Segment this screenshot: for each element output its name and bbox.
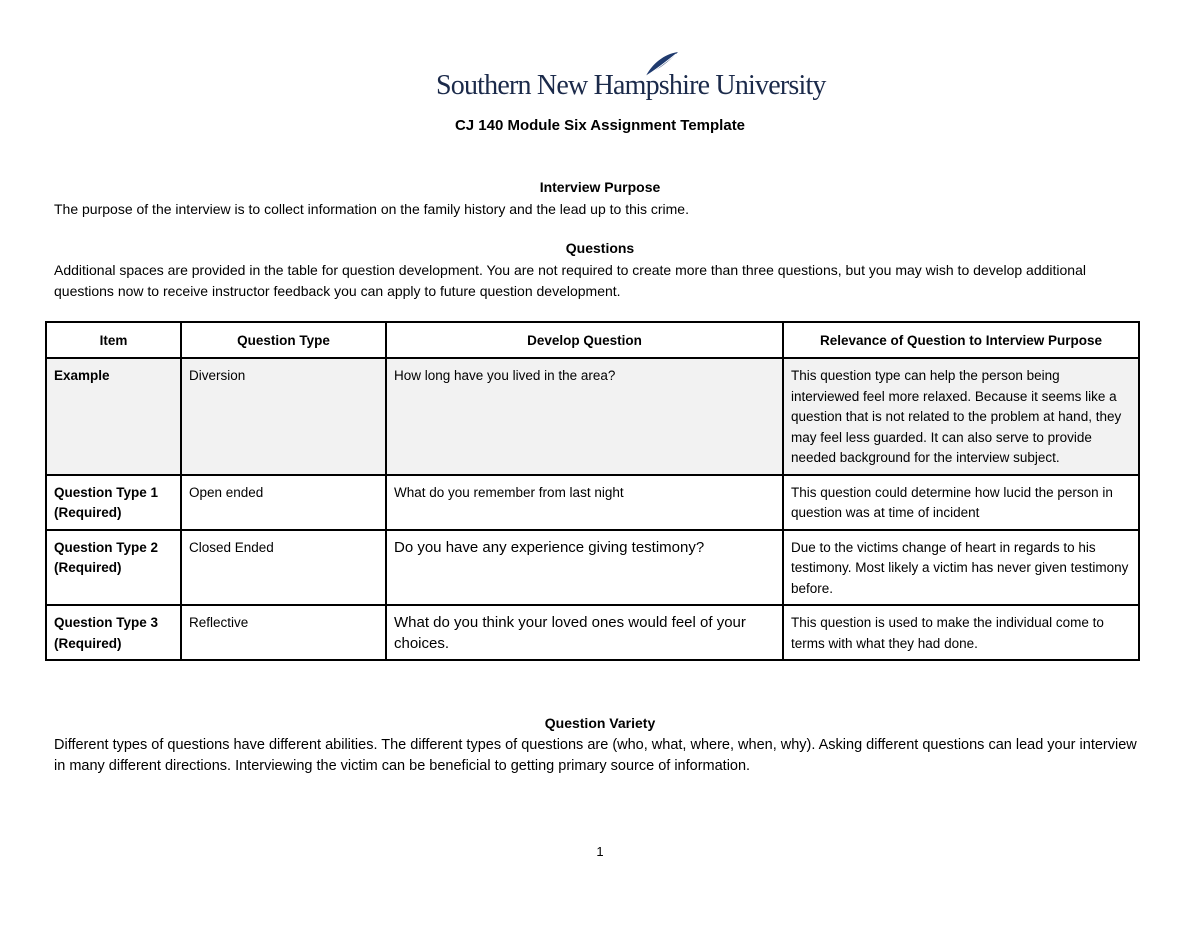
table-row-question-3 [46,605,1139,660]
purpose-heading: Interview Purpose [539,179,661,195]
document-title: CJ 140 Module Six Assignment Template [454,117,746,134]
header-develop-question: Develop Question [386,322,783,358]
row-relevance: This question is used to make the individual come to terms with what they had done. [783,605,1139,660]
questions-text: Additional spaces are provided in the table for question development. You are not required to create more than three questions, but you may wish to develop additional questions now to receive instructor feedback you can apply to future question development. [54,262,1086,299]
variety-heading: Question Variety [544,715,656,731]
row-question: What do you remember from last night [386,475,783,530]
header-item: Item [46,322,181,358]
row-relevance: This question could determine how lucid the person in question was at time of incident [783,475,1139,530]
row-type: Closed Ended [181,530,386,606]
row-type: Open ended [181,475,386,530]
row-item: Question Type 1 (Required) [46,475,181,530]
university-logo [430,50,826,108]
table-row-question-2 [46,530,1139,606]
row-relevance: Due to the victims change of heart in regards to his testimony. Most likely a victim has never given testimony before. [783,530,1139,606]
purpose-text: The purpose of the interview is to collect information on the family history and the lead up to this crime. [54,201,689,217]
variety-text: Different types of questions have different abilities. The different types of questions are (who, what, where, when, why). Asking different questions can lead your interview in many different directions. Interviewing the victim can be beneficial to getting primary source of information. [54,737,1137,774]
row-item: Question Type 3 (Required) [46,605,181,660]
page-number: 1 [596,844,604,859]
row-type: Diversion [181,358,386,475]
logo-text: Southern New Hampshire University [436,70,826,101]
row-relevance: This question type can help the person being interviewed feel more relaxed. Because it seems like a question that is not related to the problem at hand, they may feel less guarded. It can also serve to provide needed background for the interview subject. [783,358,1139,475]
row-item: Question Type 2 (Required) [46,530,181,606]
header-relevance: Relevance of Question to Interview Purpose [783,322,1139,358]
table-row-example [46,358,1139,475]
questions-table [45,321,1140,661]
questions-heading: Questions [565,240,635,256]
table-row-question-1 [46,475,1139,530]
leaf-icon [642,50,682,80]
row-question: Do you have any experience giving testimony? [386,530,783,606]
row-item: Example [46,358,181,475]
row-question: What do you think your loved ones would feel of your choices. [386,605,783,660]
table-header-row [46,322,1139,358]
row-type: Reflective [181,605,386,660]
header-question-type: Question Type [181,322,386,358]
row-question: How long have you lived in the area? [386,358,783,475]
